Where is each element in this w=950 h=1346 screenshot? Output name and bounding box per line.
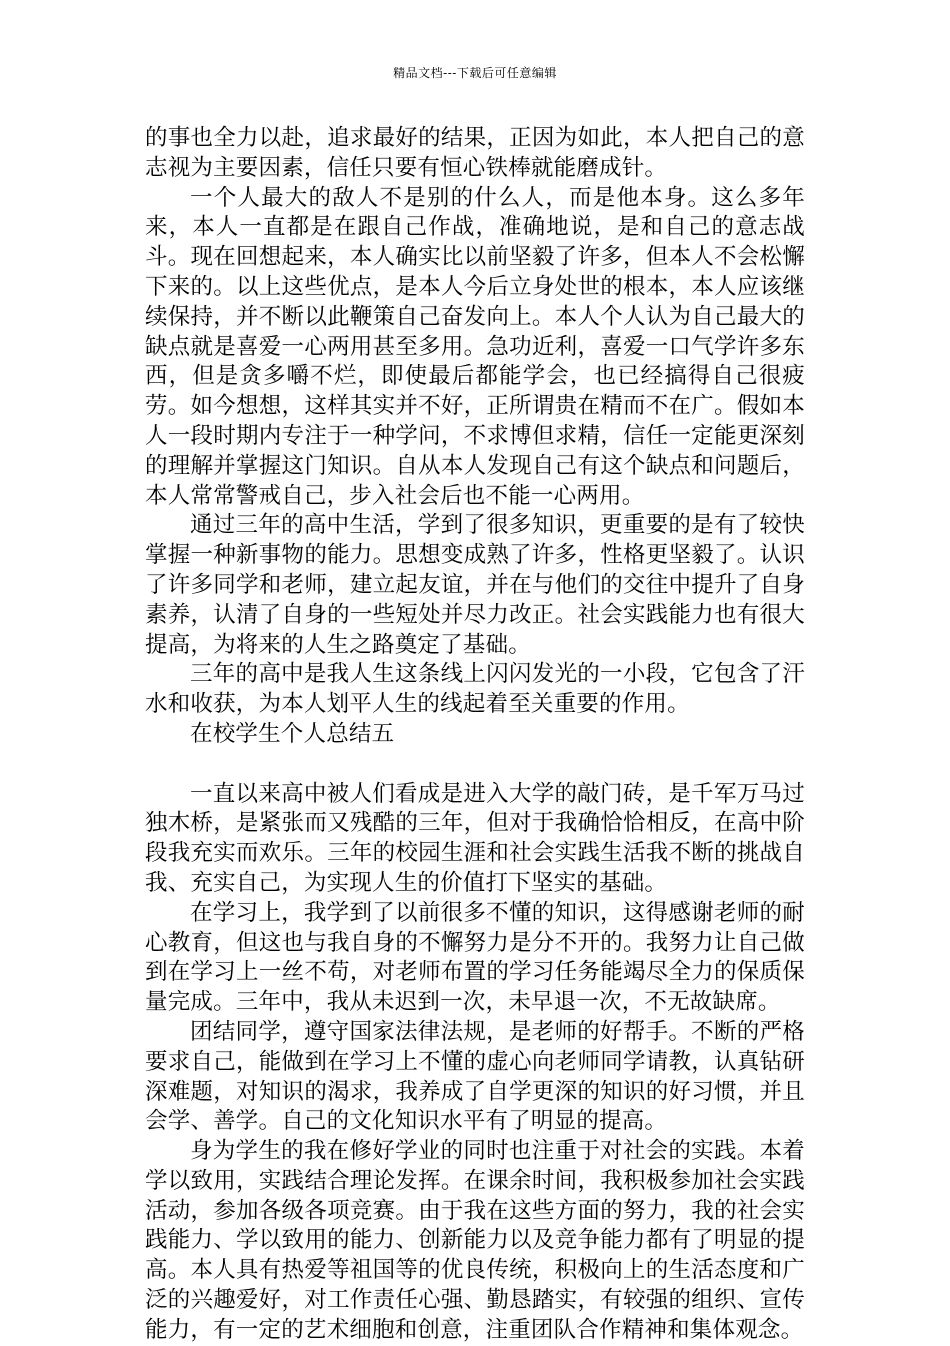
- paragraph-introduction: 一直以来高中被人们看成是进入大学的敲门砖，是千军万马过独木桥，是紧张而又残酷的三年，但对于我确恰恰相反，在高中阶段我充实而欢乐。三年的校园生涯和社会实践生活我不断的挑战自我、充实自己，为实现人生的价值打下坚实的基础。: [145, 780, 805, 896]
- paragraph-social-practice: 身为学生的我在修好学业的同时也注重于对社会的实践。本着学以致用，实践结合理论发挥。在课余时间，我积极参加社会实践活动，参加各级各项竞赛。由于我在这些方面的努力，我的社会实践能力、学以致用的能力、创新能力以及竞争能力都有了明显的提高。本人具有热爱等祖国等的优良传统，积极向上的生活态度和广泛的兴趣爱好，对工作责任心强、勤恳踏实，有较强的组织、宣传能力，有一定的艺术细胞和创意，注重团队合作精神和集体观念。: [145, 1138, 805, 1343]
- page-header: 精品文档---下载后可任意编辑: [393, 66, 557, 80]
- paragraph-continuation: 的事也全力以赴，追求最好的结果，正因为如此，本人把自己的意志视为主要因素，信任只要有恒心铁棒就能磨成针。: [145, 125, 805, 181]
- section-heading: 在校学生个人总结五: [190, 720, 395, 747]
- blank-line: [145, 750, 805, 780]
- document-body: [145, 124, 805, 1346]
- paragraph-unity: 团结同学，遵守国家法律法规，是老师的好帮手。不断的严格要求自己，能做到在学习上不懂的虚心向老师同学请教，认真钻研深难题，对知识的渴求，我养成了自学更深的知识的好习惯，并且会学、善学。自己的文化知识水平有了明显的提高。: [145, 1018, 805, 1135]
- paragraph-three-years: 三年的高中是我人生这条线上闪闪发光的一小段，它包含了汗水和收获，为本人划平人生的线起着至关重要的作用。: [145, 661, 805, 718]
- paragraph-self-struggle: 一个人最大的敌人不是别的什么人，而是他本身。这么多年来，本人一直都是在跟自己作战，准确地说，是和自己的意志战斗。现在回想起来，本人确实比以前坚毅了许多，但本人不会松懈下来的。以上这些优点，是本人今后立身处世的根本，本人应该继续保持，并不断以此鞭策自己奋发向上。本人个人认为自己最大的缺点就是喜爱一心两用甚至多用。急功近利，喜爱一口气学许多东西，但是贪多嚼不烂，即使最后都能学会，也已经搞得自己很疲劳。如今想想，这样其实并不好，正所谓贵在精而不在广。假如本人一段时期内专注于一种学问，不求博但求精，信任一定能更深刻的理解并掌握这门知识。自从本人发现自己有这个缺点和问题后，本人常常警戒自己，步入社会后也不能一心两用。: [145, 184, 805, 509]
- paragraph-study: 在学习上，我学到了以前很多不懂的知识，这得感谢老师的耐心教育，但这也与我自身的不懈努力是分不开的。我努力让自己做到在学习上一丝不苟，对老师布置的学习任务能竭尽全力的保质保量完成。三年中，我从未迟到一次，未早退一次，不无故缺席。: [145, 899, 805, 1016]
- paragraph-high-school-life: 通过三年的高中生活，学到了很多知识，更重要的是有了较快掌握一种新事物的能力。思想变成熟了许多，性格更坚毅了。认识了许多同学和老师，建立起友谊，并在与他们的交往中提升了自身素养，认清了自身的一些短处并尽力改正。社会实践能力也有很大提高，为将来的人生之路奠定了基础。: [145, 512, 805, 658]
